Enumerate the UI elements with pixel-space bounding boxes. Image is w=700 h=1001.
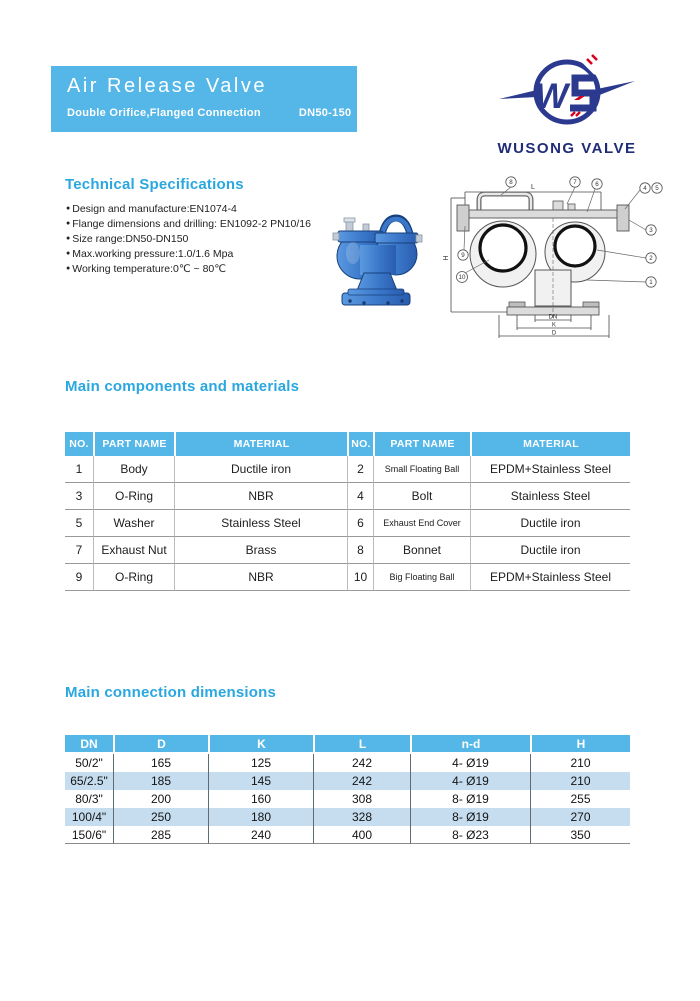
cell-material: Stainless Steel (470, 483, 630, 510)
cell-no: 8 (347, 537, 373, 564)
spec-item (66, 261, 311, 276)
spec-text: Flange dimensions and drilling: EN1092-2 PN10/16 (72, 217, 311, 230)
bullet-icon: ● (66, 265, 71, 272)
cell-l: 400 (313, 826, 410, 844)
col-l: L (313, 735, 410, 754)
brand-name: WUSONG VALVE (497, 140, 637, 157)
cell-no: 4 (347, 483, 373, 510)
table-row (65, 564, 630, 591)
cell-h: 350 (530, 826, 630, 844)
cell-h: 210 (530, 754, 630, 772)
cell-part: O-Ring (93, 483, 174, 510)
subtitle-text: Double Orifice,Flanged Connection (67, 107, 261, 119)
cell-dn: 65/2.5" (65, 772, 113, 790)
cell-material: NBR (174, 564, 347, 591)
cell-d: 200 (113, 790, 208, 808)
cell-material: Ductile iron (470, 537, 630, 564)
product-title: Air Release Valve (67, 75, 267, 97)
col-dn: DN (65, 735, 113, 754)
cell-dn: 150/6" (65, 826, 113, 844)
col-material-1: MATERIAL (174, 432, 347, 456)
cell-l: 308 (313, 790, 410, 808)
spec-text: Size range:DN50-DN150 (72, 232, 189, 245)
cell-no: 10 (347, 564, 373, 591)
cell-material: EPDM+Stainless Steel (470, 564, 630, 591)
cell-k: 145 (208, 772, 313, 790)
col-part-2: PART NAME (373, 432, 470, 456)
cell-part: Washer (93, 510, 174, 537)
table-row (65, 790, 630, 808)
table-row (65, 456, 630, 483)
cell-no: 1 (65, 456, 93, 483)
technical-drawing (441, 174, 665, 340)
components-title: Main components and materials (65, 378, 300, 395)
components-header-row (65, 432, 630, 456)
cell-nd: 4- Ø19 (410, 754, 530, 772)
cell-h: 270 (530, 808, 630, 826)
cell-part: Bonnet (373, 537, 470, 564)
cell-nd: 4- Ø19 (410, 772, 530, 790)
callout-8: 8 (509, 179, 513, 187)
dim-label-DN: DN (548, 314, 558, 321)
cell-dn: 100/4" (65, 808, 113, 826)
callout-9: 9 (461, 252, 465, 260)
col-k: K (208, 735, 313, 754)
cell-h: 255 (530, 790, 630, 808)
cell-h: 210 (530, 772, 630, 790)
cell-no: 2 (347, 456, 373, 483)
callout-2: 2 (649, 255, 653, 263)
dimensions-title: Main connection dimensions (65, 684, 277, 701)
tech-specs-list (66, 201, 311, 276)
spec-text: Working temperature:0℃ ~ 80℃ (72, 262, 227, 275)
cell-no: 9 (65, 564, 93, 591)
callout-1: 1 (649, 279, 653, 287)
col-no-2: NO. (347, 432, 373, 456)
col-h: H (530, 735, 630, 754)
spec-item (66, 201, 311, 216)
cell-nd: 8- Ø19 (410, 790, 530, 808)
cell-nd: 8- Ø19 (410, 808, 530, 826)
brand-logo (497, 50, 637, 157)
cell-no: 5 (65, 510, 93, 537)
table-row (65, 808, 630, 826)
cell-l: 242 (313, 754, 410, 772)
cell-part: Exhaust End Cover (373, 510, 470, 537)
size-range-text: DN50-150 (298, 107, 352, 119)
spec-text: Design and manufacture:EN1074-4 (72, 202, 237, 215)
cell-k: 180 (208, 808, 313, 826)
col-nd: n-d (410, 735, 530, 754)
cell-k: 240 (208, 826, 313, 844)
svg-text:W: W (535, 77, 569, 116)
callout-10: 10 (458, 274, 466, 282)
table-row (65, 754, 630, 772)
dim-label-D: D (551, 330, 557, 337)
col-part-1: PART NAME (93, 432, 174, 456)
spec-item (66, 246, 311, 261)
table-row (65, 483, 630, 510)
dimensions-header-row (65, 735, 630, 754)
cell-no: 3 (65, 483, 93, 510)
col-material-2: MATERIAL (470, 432, 630, 456)
bullet-icon: ● (66, 250, 71, 257)
cell-l: 242 (313, 772, 410, 790)
spec-item (66, 216, 311, 231)
cell-l: 328 (313, 808, 410, 826)
col-d: D (113, 735, 208, 754)
cell-material: EPDM+Stainless Steel (470, 456, 630, 483)
bullet-icon: ● (66, 220, 71, 227)
spec-text: Max.working pressure:1.0/1.6 Mpa (72, 247, 234, 260)
cell-dn: 50/2" (65, 754, 113, 772)
dim-label-H: H (443, 255, 450, 261)
table-row (65, 537, 630, 564)
cell-part: Small Floating Ball (373, 456, 470, 483)
cell-part: O-Ring (93, 564, 174, 591)
bullet-icon: ● (66, 205, 71, 212)
cell-no: 6 (347, 510, 373, 537)
cell-k: 160 (208, 790, 313, 808)
cell-k: 125 (208, 754, 313, 772)
cell-part: Bolt (373, 483, 470, 510)
cell-d: 285 (113, 826, 208, 844)
callout-3: 3 (649, 227, 653, 235)
table-row (65, 826, 630, 844)
cell-dn: 80/3" (65, 790, 113, 808)
col-no-1: NO. (65, 432, 93, 456)
table-row (65, 510, 630, 537)
dim-label-L: L (531, 184, 535, 191)
cell-part: Body (93, 456, 174, 483)
product-banner (51, 66, 357, 132)
callout-4: 4 (643, 185, 647, 193)
cell-part: Big Floating Ball (373, 564, 470, 591)
brand-logo-icon (497, 50, 637, 138)
cell-nd: 8- Ø23 (410, 826, 530, 844)
bullet-icon: ● (66, 235, 71, 242)
table-row (65, 772, 630, 790)
tech-specs-title: Technical Specifications (65, 176, 244, 193)
cell-material: Ductile iron (470, 510, 630, 537)
cell-d: 250 (113, 808, 208, 826)
cell-no: 7 (65, 537, 93, 564)
components-table (65, 432, 630, 591)
cell-material: Ductile iron (174, 456, 347, 483)
cell-part: Exhaust Nut (93, 537, 174, 564)
cell-material: Stainless Steel (174, 510, 347, 537)
callout-5: 5 (655, 185, 659, 193)
product-photo (316, 197, 436, 315)
spec-item (66, 231, 311, 246)
cell-material: NBR (174, 483, 347, 510)
cell-d: 185 (113, 772, 208, 790)
dim-label-K: K (551, 322, 557, 329)
product-subtitle (67, 107, 357, 119)
cell-d: 165 (113, 754, 208, 772)
callout-6: 6 (595, 181, 599, 189)
callout-7: 7 (573, 179, 577, 187)
cell-material: Brass (174, 537, 347, 564)
dimensions-table (65, 735, 630, 844)
